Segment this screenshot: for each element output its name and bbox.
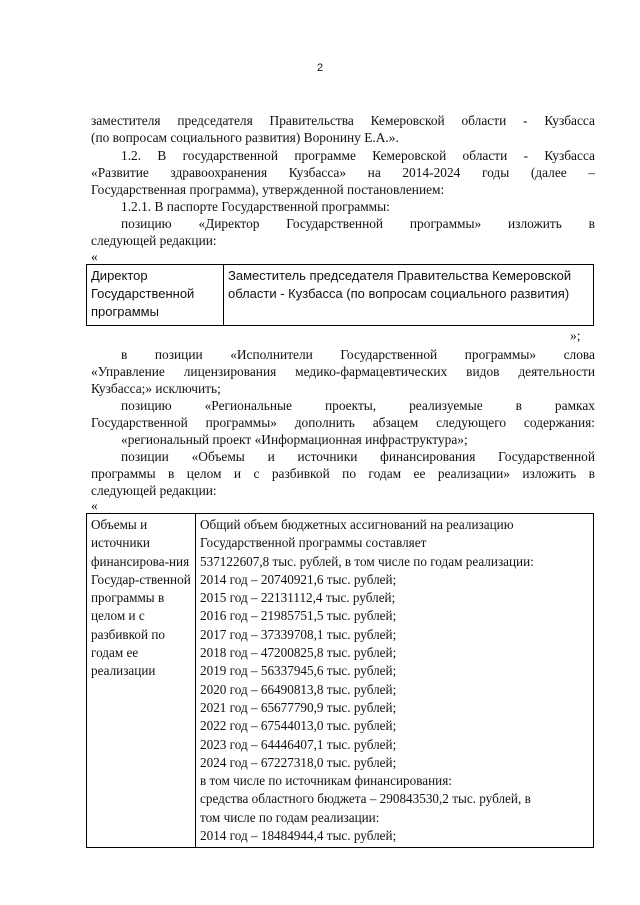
funding-line: Государственной программы составляет bbox=[200, 535, 427, 551]
paragraph-line: 1.2.1. В паспорте Государственной программы: bbox=[121, 199, 390, 214]
funding-line: 2023 год – 64446407,1 тыс. рублей; bbox=[200, 736, 397, 752]
director-value-cell: Заместитель председателя Правительства Кемеровской области - Кузбасса (по вопросам социального развития) bbox=[224, 265, 594, 326]
funding-line: 2024 год – 67227318,0 тыс. рублей; bbox=[200, 754, 397, 770]
funding-line: в том числе по источникам финансирования: bbox=[200, 773, 452, 789]
funding-line: 2017 год – 37339708,1 тыс. рублей; bbox=[200, 626, 397, 642]
paragraph-line: следующей редакции: bbox=[91, 483, 217, 498]
paragraph-line: позицию «Региональные проекты, реализуемые в рамках bbox=[121, 398, 595, 413]
page-number: 2 bbox=[316, 62, 324, 74]
paragraph-line: в позиции «Исполнители Государственной программы» слова bbox=[121, 347, 595, 362]
paragraph-line: позицию «Директор Государственной программы» изложить в bbox=[121, 216, 595, 231]
paragraph-line: Государственной программы» дополнить абзацем следующего содержания: bbox=[91, 415, 595, 430]
paragraph-line: «Развитие здравоохранения Кузбасса» на 2014-2024 годы (далее – bbox=[91, 165, 595, 180]
paragraph-line: (по вопросам социального развития) Воронину Е.А.». bbox=[91, 130, 399, 145]
paragraph-line: «Управление лицензирования медико-фармацевтических видов деятельности bbox=[91, 364, 595, 379]
paragraph-line: программы в целом и с разбивкой по годам ее реализации» изложить в bbox=[91, 466, 595, 481]
funding-label-cell: Объемы и источники финансирова-ния Государ-ственной программы в целом и с разбивкой по годам ее реализации bbox=[87, 514, 196, 848]
funding-line: том числе по годам реализации: bbox=[200, 809, 380, 825]
funding-line: Общий объем бюджетных ассигнований на реализацию bbox=[200, 517, 514, 532]
open-quote: « bbox=[91, 249, 98, 264]
funding-line: 537122607,8 тыс. рублей, в том числе по годам реализации: bbox=[200, 553, 534, 569]
paragraph-line: Государственная программа), утвержденной постановлением: bbox=[91, 182, 445, 197]
paragraph-line: позиции «Объемы и источники финансирования Государственной bbox=[121, 449, 595, 464]
funding-line: 2016 год – 21985751,5 тыс. рублей; bbox=[200, 608, 397, 624]
funding-line: 2021 год – 65677790,9 тыс. рублей; bbox=[200, 699, 397, 715]
paragraph-line: 1.2. В государственной программе Кемеровской области - Кузбасса bbox=[121, 148, 595, 163]
table-row bbox=[87, 265, 594, 326]
funding-table bbox=[86, 513, 594, 848]
table-row bbox=[87, 514, 594, 848]
funding-line: 2019 год – 56337945,6 тыс. рублей; bbox=[200, 663, 397, 679]
funding-line: 2015 год – 22131112,4 тыс. рублей; bbox=[200, 590, 396, 606]
funding-line: средства областного бюджета – 290843530,2 тыс. рублей, в bbox=[200, 791, 531, 807]
paragraph-line: «региональный проект «Информационная инфраструктура»; bbox=[121, 432, 468, 447]
close-quote: »; bbox=[570, 328, 581, 343]
paragraph-line: следующей редакции: bbox=[91, 233, 217, 248]
open-quote: « bbox=[91, 498, 98, 513]
funding-line: 2020 год – 66490813,8 тыс. рублей; bbox=[200, 681, 397, 697]
funding-value-cell bbox=[196, 514, 594, 848]
funding-line: 2022 год – 67544013,0 тыс. рублей; bbox=[200, 718, 397, 734]
funding-line: 2014 год – 20740921,6 тыс. рублей; bbox=[200, 571, 397, 587]
director-table bbox=[86, 264, 594, 326]
director-label-cell: Директор Государственной программы bbox=[87, 265, 224, 326]
paragraph-line: заместителя председателя Правительства Кемеровской области - Кузбасса bbox=[91, 113, 595, 128]
funding-line: 2018 год – 47200825,8 тыс. рублей; bbox=[200, 645, 397, 661]
funding-line: 2014 год – 18484944,4 тыс. рублей; bbox=[200, 828, 397, 844]
paragraph-line: Кузбасса;» исключить; bbox=[91, 381, 221, 396]
